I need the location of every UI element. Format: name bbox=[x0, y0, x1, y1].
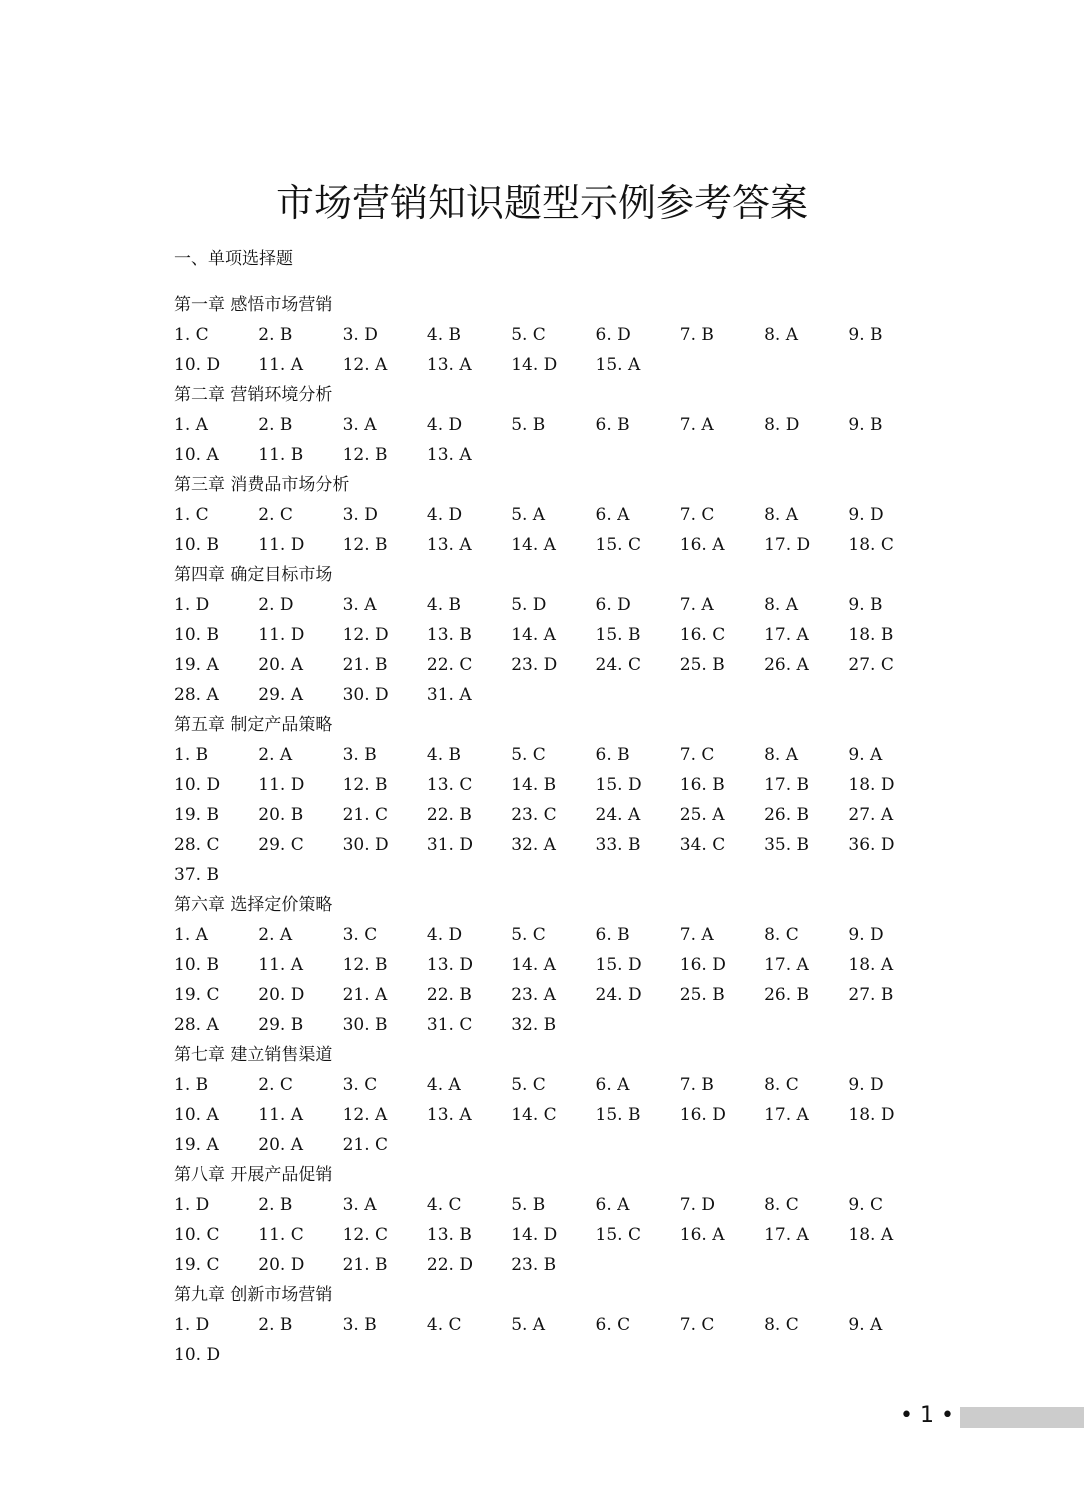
answer-item: 14. A bbox=[511, 625, 556, 645]
answer-item: 14. A bbox=[511, 535, 556, 555]
answer-item: 2. C bbox=[258, 505, 293, 525]
answer-item: 17. A bbox=[764, 1225, 809, 1245]
answer-item: 7. C bbox=[679, 1315, 715, 1335]
answer-item: 28. A bbox=[174, 1015, 219, 1035]
answer-item: 6. D bbox=[595, 595, 631, 615]
answer-item: 9. B bbox=[848, 415, 883, 435]
answer-item: 16. A bbox=[679, 535, 725, 555]
answer-item: 26. B bbox=[764, 985, 810, 1005]
answer-item: 2. B bbox=[258, 325, 293, 345]
answer-row bbox=[174, 590, 934, 620]
answer-row bbox=[174, 950, 934, 980]
answer-item: 20. B bbox=[258, 805, 304, 825]
answer-row bbox=[174, 350, 934, 380]
answer-item: 7. C bbox=[679, 745, 715, 765]
answer-item: 10. D bbox=[174, 355, 221, 375]
answer-item: 11. D bbox=[258, 775, 305, 795]
answer-item: 16. D bbox=[679, 955, 726, 975]
answer-item: 7. A bbox=[679, 925, 714, 945]
answer-item: 1. B bbox=[174, 745, 209, 765]
answer-item: 21. C bbox=[342, 1135, 389, 1155]
answer-item: 6. D bbox=[595, 325, 631, 345]
footer-bar bbox=[960, 1407, 1084, 1428]
answer-item: 18. A bbox=[848, 955, 894, 975]
answer-item: 2. B bbox=[258, 1315, 293, 1335]
answer-item: 7. B bbox=[679, 1075, 714, 1095]
answer-item: 2. A bbox=[258, 925, 293, 945]
answer-item: 18. D bbox=[848, 775, 895, 795]
answer-item: 10. B bbox=[174, 955, 219, 975]
answer-item: 17. A bbox=[764, 955, 809, 975]
answer-item: 8. C bbox=[764, 1195, 799, 1215]
answer-item: 3. A bbox=[342, 595, 377, 615]
answer-item: 8. A bbox=[764, 595, 798, 615]
answer-item: 8. C bbox=[764, 925, 799, 945]
answer-item: 17. D bbox=[764, 535, 811, 555]
answer-item: 10. C bbox=[174, 1225, 220, 1245]
answer-item: 4. B bbox=[426, 595, 462, 615]
answer-item: 13. A bbox=[426, 355, 472, 375]
answer-row bbox=[174, 320, 934, 350]
answer-item: 8. A bbox=[764, 745, 798, 765]
answer-item: 7. A bbox=[679, 415, 714, 435]
answer-item: 31. D bbox=[426, 835, 473, 855]
answer-item: 19. C bbox=[174, 1255, 220, 1275]
answer-item: 17. B bbox=[764, 775, 810, 795]
chapter-title: 第七章 建立销售渠道 bbox=[174, 1045, 333, 1065]
answer-item: 19. A bbox=[174, 1135, 219, 1155]
answer-item: 18. D bbox=[848, 1105, 895, 1125]
answer-item: 5. B bbox=[511, 415, 546, 435]
answer-item: 10. D bbox=[174, 1345, 221, 1365]
answer-item: 13. A bbox=[426, 445, 472, 465]
answer-item: 4. C bbox=[426, 1195, 462, 1215]
answer-item: 4. B bbox=[426, 325, 462, 345]
answer-item: 20. D bbox=[258, 985, 305, 1005]
answer-row bbox=[174, 860, 934, 890]
answer-item: 21. C bbox=[342, 805, 389, 825]
answer-item: 18. B bbox=[848, 625, 894, 645]
answer-item: 20. A bbox=[258, 655, 304, 675]
answer-item: 6. C bbox=[595, 1315, 631, 1335]
answer-item: 4. C bbox=[426, 1315, 462, 1335]
answer-item: 5. C bbox=[511, 325, 546, 345]
answer-row bbox=[174, 1190, 934, 1220]
answer-item: 2. C bbox=[258, 1075, 293, 1095]
answer-item: 11. D bbox=[258, 535, 305, 555]
answer-row bbox=[174, 620, 934, 650]
answer-item: 12. B bbox=[342, 955, 388, 975]
answer-row bbox=[174, 800, 934, 830]
answer-item: 20. A bbox=[258, 1135, 304, 1155]
answer-item: 8. C bbox=[764, 1315, 799, 1335]
answer-item: 19. A bbox=[174, 655, 219, 675]
answer-item: 5. A bbox=[511, 505, 546, 525]
answer-item: 26. A bbox=[764, 655, 809, 675]
answer-item: 12. D bbox=[342, 625, 389, 645]
answer-item: 9. C bbox=[848, 1195, 884, 1215]
answer-item: 15. D bbox=[595, 955, 642, 975]
answer-item: 30. B bbox=[342, 1015, 388, 1035]
answer-item: 8. A bbox=[764, 325, 798, 345]
answer-row bbox=[174, 920, 934, 950]
answer-row bbox=[174, 980, 934, 1010]
answer-item: 15. C bbox=[595, 535, 641, 555]
answer-item: 4. D bbox=[426, 505, 463, 525]
answer-item: 22. B bbox=[426, 805, 472, 825]
answer-item: 1. B bbox=[174, 1075, 209, 1095]
answer-row bbox=[174, 770, 934, 800]
answer-item: 11. A bbox=[258, 955, 304, 975]
answer-item: 9. B bbox=[848, 325, 883, 345]
chapter-title: 第四章 确定目标市场 bbox=[174, 565, 333, 585]
answer-item: 30. D bbox=[342, 685, 389, 705]
answer-item: 6. A bbox=[595, 1075, 630, 1095]
answer-item: 14. D bbox=[511, 355, 558, 375]
answer-item: 6. A bbox=[595, 505, 630, 525]
answer-row bbox=[174, 440, 934, 470]
answer-item: 8. A bbox=[764, 505, 798, 525]
answer-item: 8. C bbox=[764, 1075, 799, 1095]
answer-item: 9. D bbox=[848, 925, 884, 945]
answer-item: 22. B bbox=[426, 985, 472, 1005]
answer-item: 13. D bbox=[426, 955, 473, 975]
answer-item: 2. B bbox=[258, 1195, 293, 1215]
answer-row bbox=[174, 410, 934, 440]
answer-item: 13. A bbox=[426, 1105, 472, 1125]
answer-item: 5. D bbox=[511, 595, 547, 615]
answer-item: 28. A bbox=[174, 685, 219, 705]
answer-item: 12. B bbox=[342, 775, 388, 795]
answer-item: 15. A bbox=[595, 355, 641, 375]
answer-row bbox=[174, 1340, 934, 1370]
answer-item: 3. C bbox=[342, 1075, 378, 1095]
answer-item: 29. C bbox=[258, 835, 304, 855]
answer-item: 12. A bbox=[342, 1105, 388, 1125]
answer-item: 28. C bbox=[174, 835, 220, 855]
answer-item: 18. C bbox=[848, 535, 894, 555]
answer-item: 5. B bbox=[511, 1195, 546, 1215]
answer-item: 3. A bbox=[342, 415, 377, 435]
answer-item: 27. C bbox=[848, 655, 894, 675]
answer-item: 13. C bbox=[426, 775, 473, 795]
answer-item: 10. A bbox=[174, 1105, 219, 1125]
answer-item: 12. B bbox=[342, 535, 388, 555]
answer-item: 11. B bbox=[258, 445, 304, 465]
answer-row bbox=[174, 1070, 934, 1100]
answer-item: 4. D bbox=[426, 925, 463, 945]
answer-item: 14. D bbox=[511, 1225, 558, 1245]
answer-item: 9. D bbox=[848, 1075, 884, 1095]
page-title: 市场营销知识题型示例参考答案 bbox=[275, 181, 808, 225]
answer-item: 8. D bbox=[764, 415, 800, 435]
answer-item: 13. A bbox=[426, 535, 472, 555]
answer-item: 10. B bbox=[174, 625, 219, 645]
answer-item: 4. D bbox=[426, 415, 463, 435]
answer-item: 27. A bbox=[848, 805, 894, 825]
answer-item: 23. B bbox=[511, 1255, 557, 1275]
answer-item: 19. C bbox=[174, 985, 220, 1005]
answer-item: 5. C bbox=[511, 1075, 546, 1095]
page-number: • 1 • bbox=[900, 1403, 954, 1428]
answer-item: 21. B bbox=[342, 1255, 388, 1275]
answer-item: 3. B bbox=[342, 745, 377, 765]
chapter-title: 第五章 制定产品策略 bbox=[174, 715, 333, 735]
answer-item: 29. A bbox=[258, 685, 304, 705]
answer-item: 15. C bbox=[595, 1225, 641, 1245]
answer-row bbox=[174, 680, 934, 710]
answer-item: 7. A bbox=[679, 595, 714, 615]
answer-item: 15. B bbox=[595, 1105, 641, 1125]
answer-item: 21. A bbox=[342, 985, 388, 1005]
answer-row bbox=[174, 1130, 934, 1160]
answer-item: 24. A bbox=[595, 805, 641, 825]
answer-item: 11. A bbox=[258, 1105, 304, 1125]
answer-item: 16. D bbox=[679, 1105, 726, 1125]
answer-item: 1. D bbox=[174, 1315, 210, 1335]
answer-item: 9. B bbox=[848, 595, 883, 615]
answer-item: 23. A bbox=[511, 985, 556, 1005]
answer-item: 27. B bbox=[848, 985, 894, 1005]
answer-item: 15. B bbox=[595, 625, 641, 645]
answer-item: 2. B bbox=[258, 415, 293, 435]
answer-item: 9. D bbox=[848, 505, 884, 525]
answer-item: 2. A bbox=[258, 745, 293, 765]
answer-item: 31. A bbox=[426, 685, 472, 705]
answer-item: 15. D bbox=[595, 775, 642, 795]
answer-item: 34. C bbox=[679, 835, 726, 855]
answer-item: 23. C bbox=[511, 805, 557, 825]
answer-item: 11. A bbox=[258, 355, 304, 375]
chapter-title: 第九章 创新市场营销 bbox=[174, 1285, 333, 1305]
answer-item: 20. D bbox=[258, 1255, 305, 1275]
answer-item: 3. B bbox=[342, 1315, 377, 1335]
answer-item: 6. B bbox=[595, 745, 630, 765]
answer-item: 1. A bbox=[174, 925, 208, 945]
answer-item: 19. B bbox=[174, 805, 219, 825]
answer-item: 1. D bbox=[174, 1195, 210, 1215]
answer-item: 7. B bbox=[679, 325, 714, 345]
answer-item: 11. D bbox=[258, 625, 305, 645]
answer-list bbox=[174, 290, 934, 1370]
answer-item: 33. B bbox=[595, 835, 641, 855]
answer-item: 29. B bbox=[258, 1015, 304, 1035]
answer-item: 1. C bbox=[174, 325, 209, 345]
answer-item: 10. A bbox=[174, 445, 219, 465]
answer-item: 14. C bbox=[511, 1105, 557, 1125]
answer-item: 25. B bbox=[679, 985, 725, 1005]
answer-item: 11. C bbox=[258, 1225, 304, 1245]
answer-item: 37. B bbox=[174, 865, 219, 885]
answer-item: 4. A bbox=[426, 1075, 461, 1095]
answer-row bbox=[174, 740, 934, 770]
answer-item: 9. A bbox=[848, 745, 883, 765]
answer-item: 5. C bbox=[511, 925, 546, 945]
answer-item: 16. C bbox=[679, 625, 726, 645]
answer-row bbox=[174, 530, 934, 560]
answer-item: 36. D bbox=[848, 835, 895, 855]
answer-item: 7. D bbox=[679, 1195, 716, 1215]
answer-item: 26. B bbox=[764, 805, 810, 825]
answer-item: 3. D bbox=[342, 325, 378, 345]
answer-item: 24. D bbox=[595, 985, 642, 1005]
answer-item: 2. D bbox=[258, 595, 294, 615]
answer-item: 25. A bbox=[679, 805, 725, 825]
answer-row bbox=[174, 1220, 934, 1250]
answer-item: 6. B bbox=[595, 415, 630, 435]
section-title: 一、单项选择题 bbox=[174, 249, 293, 269]
answer-row bbox=[174, 1010, 934, 1040]
answer-row bbox=[174, 650, 934, 680]
answer-item: 13. B bbox=[426, 1225, 472, 1245]
answer-row bbox=[174, 1310, 934, 1340]
answer-item: 5. A bbox=[511, 1315, 546, 1335]
answer-item: 1. A bbox=[174, 415, 208, 435]
answer-item: 35. B bbox=[764, 835, 810, 855]
answer-item: 14. B bbox=[511, 775, 557, 795]
answer-item: 12. B bbox=[342, 445, 388, 465]
answer-item: 6. B bbox=[595, 925, 630, 945]
answer-item: 13. B bbox=[426, 625, 472, 645]
chapter-title: 第六章 选择定价策略 bbox=[174, 895, 333, 915]
answer-row bbox=[174, 1250, 934, 1280]
answer-item: 22. C bbox=[426, 655, 473, 675]
answer-item: 22. D bbox=[426, 1255, 473, 1275]
answer-item: 23. D bbox=[511, 655, 558, 675]
chapter-title: 第八章 开展产品促销 bbox=[174, 1165, 333, 1185]
answer-item: 16. B bbox=[679, 775, 725, 795]
answer-item: 3. A bbox=[342, 1195, 377, 1215]
answer-item: 24. C bbox=[595, 655, 641, 675]
answer-item: 1. D bbox=[174, 595, 210, 615]
answer-item: 21. B bbox=[342, 655, 388, 675]
answer-item: 10. D bbox=[174, 775, 221, 795]
answer-row bbox=[174, 1100, 934, 1130]
answer-item: 4. B bbox=[426, 745, 462, 765]
chapter-title: 第二章 营销环境分析 bbox=[174, 385, 333, 405]
answer-item: 1. C bbox=[174, 505, 209, 525]
answer-item: 30. D bbox=[342, 835, 389, 855]
answer-item: 17. A bbox=[764, 625, 809, 645]
answer-item: 25. B bbox=[679, 655, 725, 675]
answer-item: 12. A bbox=[342, 355, 388, 375]
answer-item: 31. C bbox=[426, 1015, 473, 1035]
chapter-title: 第一章 感悟市场营销 bbox=[174, 295, 333, 315]
answer-item: 32. A bbox=[511, 835, 556, 855]
chapter-title: 第三章 消费品市场分析 bbox=[174, 475, 350, 495]
answer-item: 5. C bbox=[511, 745, 546, 765]
answer-item: 14. A bbox=[511, 955, 556, 975]
answer-item: 7. C bbox=[679, 505, 715, 525]
answer-item: 9. A bbox=[848, 1315, 883, 1335]
answer-row bbox=[174, 830, 934, 860]
answer-item: 10. B bbox=[174, 535, 219, 555]
answer-item: 17. A bbox=[764, 1105, 809, 1125]
answer-item: 3. C bbox=[342, 925, 378, 945]
answer-item: 6. A bbox=[595, 1195, 630, 1215]
answer-item: 12. C bbox=[342, 1225, 389, 1245]
answer-item: 3. D bbox=[342, 505, 378, 525]
answer-item: 32. B bbox=[511, 1015, 557, 1035]
answer-item: 16. A bbox=[679, 1225, 725, 1245]
answer-row bbox=[174, 500, 934, 530]
answer-item: 18. A bbox=[848, 1225, 894, 1245]
